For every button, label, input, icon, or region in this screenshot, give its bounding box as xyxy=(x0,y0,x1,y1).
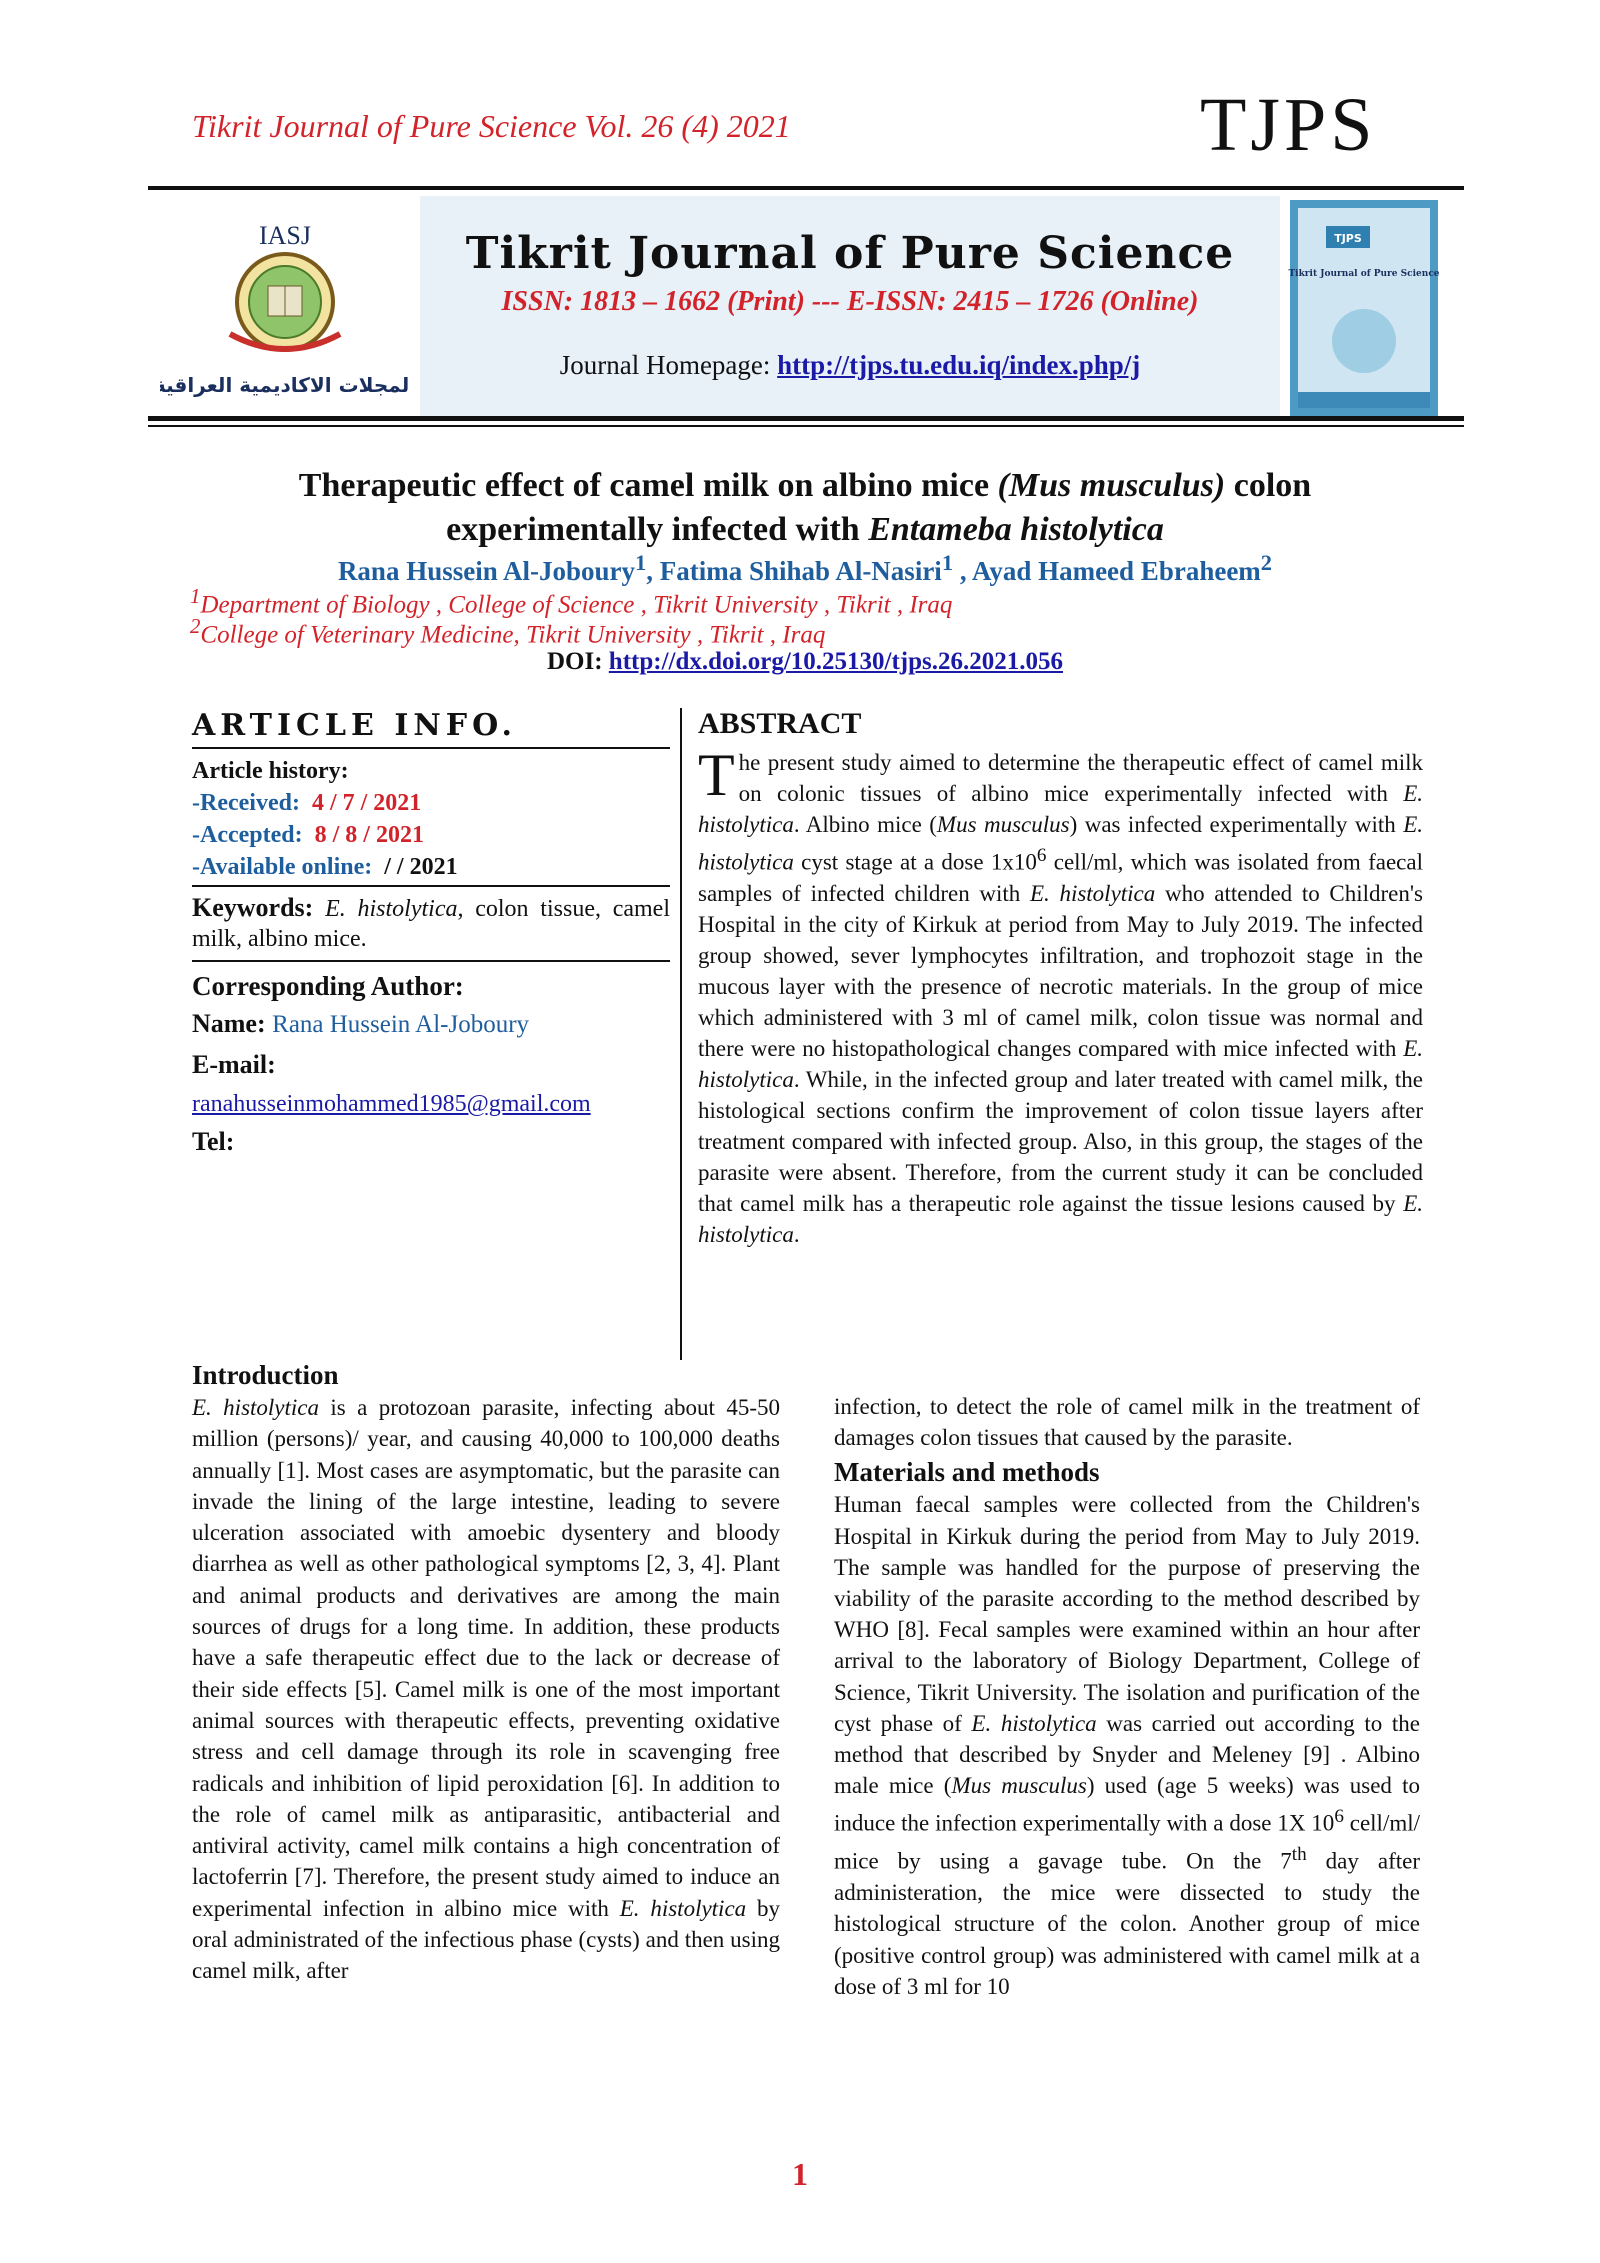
introduction-body: E. histolytica is a protozoan parasite, infecting about 45-50 million (persons)/ year, and causing 40,000 to 100,000 deaths annually [1]. Most cases are asymptomatic, but the parasite can invade the lining of the large intestine, leading to severe ulceration associated with amoebic dysentery and bloody diarrhea as well as other pathological symptoms [2, 3, 4]. Plant and animal products and derivatives are among the main sources of drugs for a long time. In addition, these products have a safe therapeutic effect due to the lack or decrease of their side effects [5]. Camel milk is one of the most important animal sources with therapeutic effects, preventing oxidative stress and cell damage through its role in scavenging free radicals and inhibition of lipid peroxidation [6]. In addition to the role of camel milk as antiparasitic, antibacterial and antiviral activity, camel milk contains a high concentration of lactoferrin [7]. Therefore, the present study aimed to induce an experimental infection in albino mice with E. histolytica by oral administrated of the infectious phase (cysts) and then using camel milk, after xyxy=(192,1395,780,1984)
author-list: Rana Hussein Al-Joboury$^1$, Fatima Shihab Al-Nasiri$^1$ , Ayad Hameed Ebraheem$^2$ xyxy=(337,550,1273,586)
journal-citation: Tikrit Journal of Pure Science Vol. 26 (4) 2021 xyxy=(192,108,791,144)
email-label: E-mail: xyxy=(192,1050,276,1079)
banner-rule-bottom xyxy=(148,416,1464,421)
available-line: -Available online: / / 2021 xyxy=(192,851,670,887)
doi-label: DOI: xyxy=(546,648,603,675)
author-name: , Ayad Hameed Ebraheem xyxy=(953,556,1261,586)
iasj-logo-text: IASJ xyxy=(258,221,312,250)
introduction-continued: infection, to detect the role of camel milk in the treatment of damages colon tissues that caused by the parasite. xyxy=(834,1394,1420,1451)
abstract-heading: ABSTRACT xyxy=(698,707,862,740)
journal-cover-thumbnail xyxy=(1284,196,1444,420)
methods-body: Human faecal samples were collected from the Children's Hospital in Kirkuk during the period from May to July 2019. The sample was handled for the purpose of preserving the viability of the parasite according to the method described by WHO [8]. Fecal samples were examined within an hour after arrival to the laboratory of Biology Department, College of Science, Tikrit University. The isolation and purification of the cyst phase of E. histolytica was carried out according to the method that described by Snyder and Meleney [9] . Albino male mice (Mus musculus) used (age 5 weeks) was used to induce the infection experimentally with a dose 1X $10^6$ cell/ml/ mice by using a gavage tube. On the 7th day after administeration, the mice were dissected to study the histological structure of the colon. Another group of mice (positive control group) was administered with camel milk at a dose of 3 ml for 10 xyxy=(834,1492,1421,1999)
paper-title: Therapeutic effect of camel milk on albino mice (Mus musculus) colon experimentally infected with Entameba histolytica xyxy=(298,467,1312,549)
tel-label: Tel: xyxy=(192,1127,235,1156)
cover-title: Tikrit Journal of Pure Science xyxy=(1288,269,1440,279)
column-divider xyxy=(680,708,682,1360)
cover-brand: TJPS xyxy=(1334,232,1362,245)
accepted-line: -Accepted: 8 / 8 / 2021 xyxy=(192,822,424,848)
abstract-dropcap: T xyxy=(698,742,735,808)
corresponding-author-label: Corresponding Author: xyxy=(192,960,670,1004)
iasj-arabic-text: المجلات الاكاديمية العراقية xyxy=(160,373,410,397)
banner-rule-bottom-thin xyxy=(148,425,1464,427)
banner-issn: ISSN: 1813 – 1662 (Print) --- E-ISSN: 2415 – 1726 (Online) xyxy=(501,286,1199,317)
article-info-panel xyxy=(192,708,670,1161)
author-name-line: Name: Rana Hussein Al-Joboury xyxy=(192,1009,530,1038)
page-number: 1 xyxy=(792,2156,808,2192)
abstract-section xyxy=(698,708,1423,1250)
banner-homepage xyxy=(420,350,1280,381)
history-label: Article history: xyxy=(192,758,349,784)
doi-link[interactable]: http://dx.doi.org/10.25130/tjps.26.2021.056 xyxy=(608,648,1063,675)
introduction-heading: Introduction xyxy=(192,1360,339,1390)
homepage-label: Journal Homepage: xyxy=(559,350,771,380)
methods-heading: Materials and methods xyxy=(834,1457,1100,1488)
email-line xyxy=(192,1085,670,1123)
email-link[interactable]: ranahusseinmohammed1985@gmail.com xyxy=(192,1091,591,1117)
author-name: Rana Hussein Al-Joboury xyxy=(337,556,636,586)
keywords: Keywords: E. histolytica, colon tissue, camel milk, albino mice. xyxy=(192,893,671,952)
header-rule-top xyxy=(148,186,1464,190)
banner-title: Tikrit Journal of Pure Science xyxy=(465,228,1235,279)
iasj-logo xyxy=(160,214,410,404)
body-column-left xyxy=(192,1358,780,1987)
doi-line xyxy=(170,648,1440,676)
abstract-body: The present study aimed to determine the therapeutic effect of camel milk on colonic tissues of albino mice experimentally infected with E. histolytica. Albino mice (Mus musculus) was infected experimentally with E. histolytica cyst stage at a dose $1x10^6$ cell/ml, which was isolated from faecal samples of infected children with E. histolytica who attended to Children's Hospital in the city of Kirkuk at period from May to July 2019. The infected group showed, sever lymphocytes infiltration, and trophozoit stage in the mucous layer with the presence of necrotic materials. In the group of mice which administered with 3 ml of camel milk, colon tissue was normal and there were no histopathological changes compared with mice infected with E. histolytica. While, in the infected group and later treated with camel milk, the histological sections confirm the improvement of colon tissue layers after treatment compared with infected group. Also, in this group, the stages of the parasite were absent. Therefore, from the current study it can be concluded that camel milk has a therapeutic role against the tissue lesions caused by E. histolytica. xyxy=(698,742,1423,1247)
affiliation-1: $^1$Department of Biology , College of Science , Tikrit University , Tikrit , Iraq xyxy=(190,584,953,619)
body-column-right xyxy=(834,1391,1420,2002)
journal-brand: TJPS xyxy=(1200,83,1377,167)
article-info-heading: ARTICLE INFO. xyxy=(192,708,670,749)
received-line: -Received: 4 / 7 / 2021 xyxy=(192,790,422,816)
affiliation-2: $^2$College of Veterinary Medicine, Tikrit University , Tikrit , Iraq xyxy=(190,614,826,649)
homepage-link[interactable]: http://tjps.tu.edu.iq/index.php/j xyxy=(777,350,1141,380)
author-name: , Fatima Shihab Al-Nasiri xyxy=(646,556,942,586)
